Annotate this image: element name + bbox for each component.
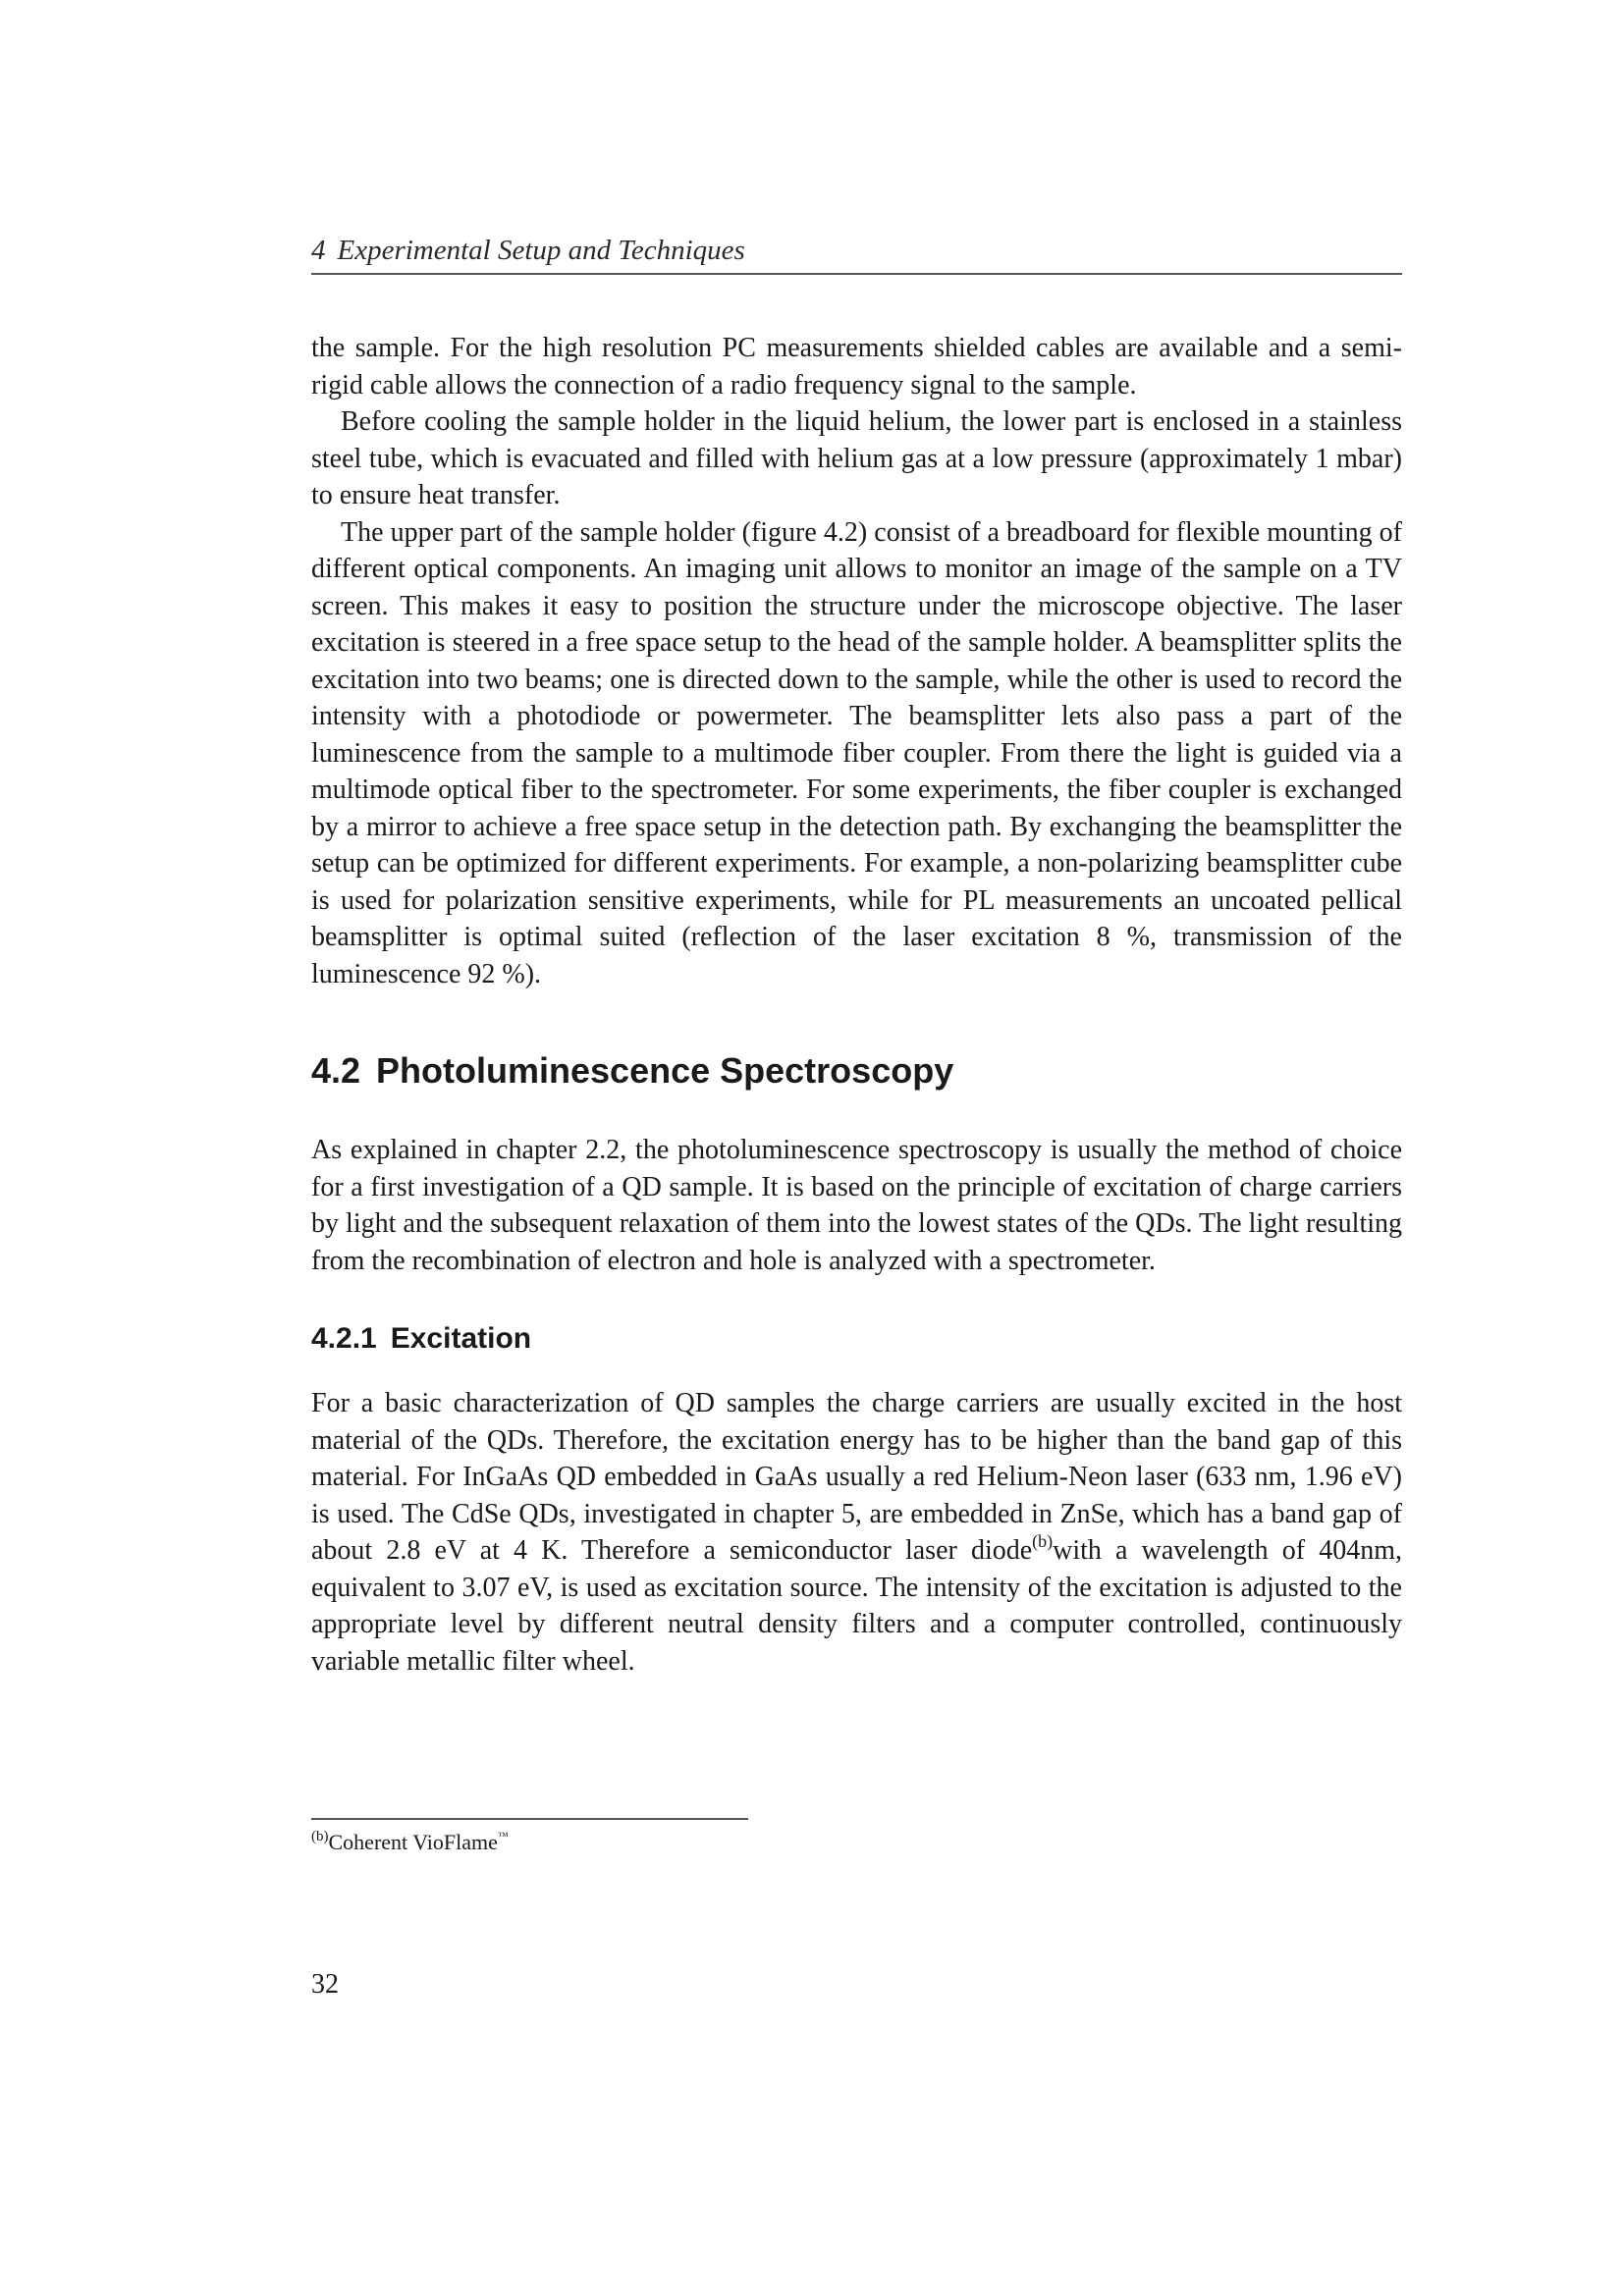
footnote-divider: [311, 1818, 748, 1820]
footnote-reference[interactable]: (b): [1032, 1531, 1054, 1551]
section-heading: [311, 1049, 1402, 1093]
footnote: [311, 1828, 509, 1857]
page-number: 32: [311, 1969, 339, 2000]
footnote-marker: (b): [311, 1829, 329, 1844]
paragraph-upper-sample-holder: The upper part of the sample holder (figure 4.2) consist of a breadboard for flexible mounting of different optical components. An imaging unit allows to monitor an image of the sample on a TV screen. This makes it easy to position the structure under the microscope objective. The laser excitation is steered in a free space setup to the head of the sample holder. A beamsplitter splits the excitation into two beams; one is directed down to the sample, while the other is used to record the intensity with a photodiode or powermeter. The beamsplitter lets also pass a part of the luminescence from the sample to a multimode fiber coupler. From there the light is guided via a multimode optical fiber to the spectrometer. For some experiments, the fiber coupler is exchanged by a mirror to achieve a free space setup in the detection path. By exchanging the beamsplitter the setup can be optimized for different experiments. For example, a non-polarizing beamsplitter cube is used for polarization sensitive experiments, while for PL measurements an uncoated pellical beamsplitter is optimal suited (reflection of the laser excitation 8 %, transmission of the luminescence 92 %).: [311, 516, 1402, 989]
section-title: Photoluminescence Spectroscopy: [376, 1050, 954, 1091]
paragraph-sample-connections: the sample. For the high resolution PC measurements shielded cables are available and a semi-rigid cable allows the connection of a radio frequency signal to the sample.: [311, 333, 1402, 400]
paragraph-cooling: Before cooling the sample holder in the liquid helium, the lower part is enclosed in a stainless steel tube, which is evacuated and filled with helium gas at a low pressure (approximately 1 mbar) to ensure heat transfer.: [311, 406, 1402, 510]
section-number: 4.2: [311, 1050, 361, 1091]
subsection-number: 4.2.1: [311, 1322, 377, 1355]
header-chapter-title: Experimental Setup and Techniques: [337, 235, 745, 266]
header-chapter-number: 4: [311, 235, 326, 266]
paragraph-pl-intro: As explained in chapter 2.2, the photoluminescence spectroscopy is usually the method of choice for a first investigation of a QD sample. It is based on the principle of excitation of charge carriers by light and the subsequent relaxation of them into the lowest states of the QDs. The light resulting from the recombination of electron and hole is analyzed with a spectrometer.: [311, 1135, 1402, 1276]
subsection-title: Excitation: [390, 1322, 532, 1355]
excitation-text-end: with a wavelength of 404nm, equivalent to 3.07 eV, is used as excitation source. The intensity of the excitation is adjusted to the appropriate level by different neutral density filters and a computer controlled, continuously variable metallic filter wheel.: [311, 1535, 1403, 1677]
trademark-symbol: ™: [497, 1831, 509, 1842]
subsection-heading: [311, 1320, 1402, 1358]
footnote-text: Coherent VioFlame: [328, 1830, 498, 1854]
running-header: [311, 228, 1402, 275]
page: [311, 0, 1402, 2296]
paragraph-excitation: [311, 1385, 1402, 1680]
body-text: [311, 330, 1402, 1680]
excitation-text-start: For a basic characterization of QD samples the charge carriers are usually excited in the host material of the QDs. Therefore, the excitation energy has to be higher than the band gap of this material. For InGaAs QD embedded in GaAs usually a red Helium-Neon laser (633 nm, 1.96 eV) is used. The CdSe QDs, investigated in chapter 5, are embedded in ZnSe, which has a band gap of about 2.8 eV at 4 K. Therefore a semiconductor laser diode: [311, 1388, 1402, 1566]
